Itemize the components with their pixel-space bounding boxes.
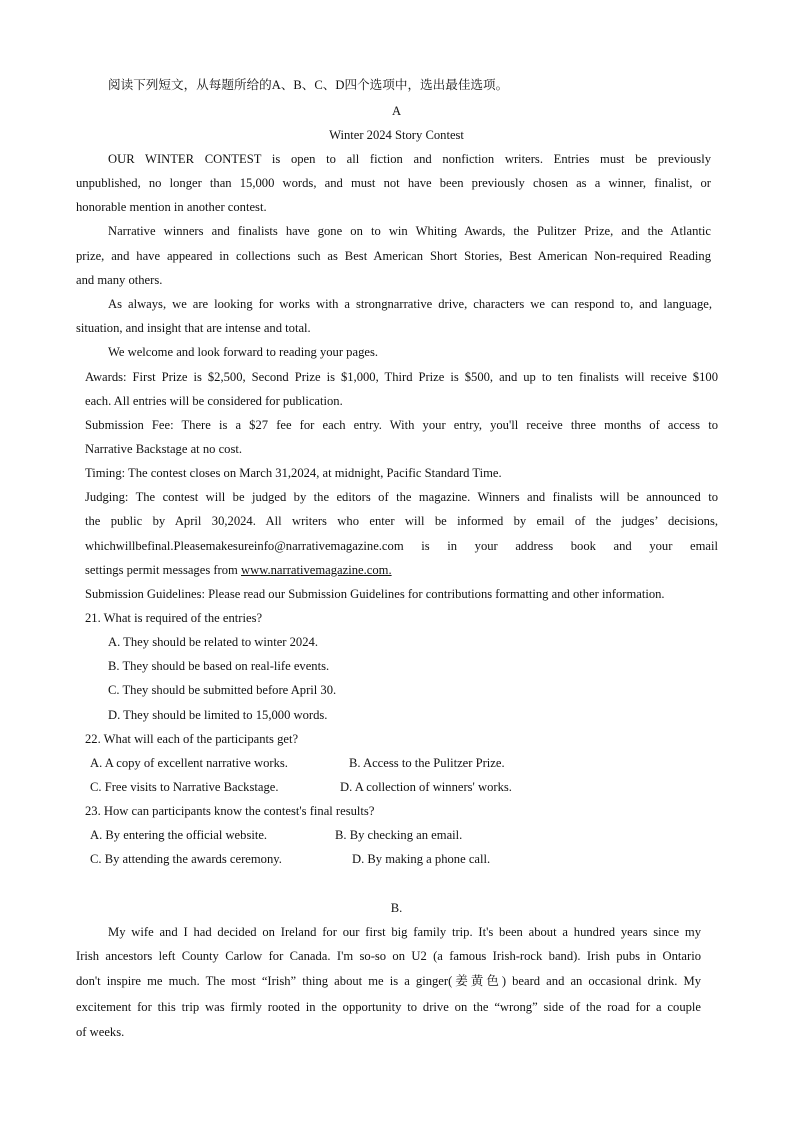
paragraph-line: Irish ancestors left County Carlow for Canada. I'm so-so on U2 (a famous Irish-rock band). Irish pubs in Ontario bbox=[76, 949, 701, 963]
question-21-option-a: A. They should be related to winter 2024. bbox=[108, 635, 318, 649]
question-22-option-a: A. A copy of excellent narrative works. bbox=[90, 756, 288, 770]
instruction: 阅读下列短文，从每题所给的A、B、C、D四个选项中，选出最佳选项。 bbox=[108, 78, 509, 92]
question-23-option-b: B. By checking an email. bbox=[335, 828, 463, 842]
paragraph-line: excitement for this trip was firmly rooted in the opportunity to drive on the “wrong” side of the road for a couple bbox=[76, 1000, 701, 1014]
question-23-stem: 23. How can participants know the contest's final results? bbox=[85, 804, 375, 818]
judging-line: the public by April 30,2024. All writers who enter will be informed by email of the judges’ decisions, bbox=[85, 514, 718, 528]
paragraph-line: and many others. bbox=[76, 273, 163, 287]
question-22-option-b: B. Access to the Pulitzer Prize. bbox=[349, 756, 505, 770]
awards-line: each. All entries will be considered for publication. bbox=[85, 394, 343, 408]
judging-line: whichwillbefinal.Pleasemakesureinfo@narrativemagazine.com is in your address book and your email bbox=[85, 539, 718, 553]
fee-line: Submission Fee: There is a $27 fee for each entry. With your entry, you'll receive three months of access to bbox=[85, 418, 718, 432]
paragraph-line: honorable mention in another contest. bbox=[76, 200, 267, 214]
question-23-option-a: A. By entering the official website. bbox=[90, 828, 268, 842]
paragraph-line: We welcome and look forward to reading your pages. bbox=[108, 345, 379, 359]
paragraph-line: situation, and insight that are intense and total. bbox=[76, 321, 311, 335]
question-22-stem: 22. What will each of the participants get? bbox=[85, 732, 299, 746]
timing-line: Timing: The contest closes on March 31,2024, at midnight, Pacific Standard Time. bbox=[85, 466, 502, 480]
question-23-option-d: D. By making a phone call. bbox=[352, 852, 491, 866]
guidelines-line: Submission Guidelines: Please read our Submission Guidelines for contributions formatting and other information. bbox=[85, 587, 665, 601]
fee-line: Narrative Backstage at no cost. bbox=[85, 442, 243, 456]
question-23-option-c: C. By attending the awards ceremony. bbox=[90, 852, 282, 866]
question-21-option-d: D. They should be limited to 15,000 words. bbox=[108, 708, 328, 722]
question-22-option-c: C. Free visits to Narrative Backstage. bbox=[90, 780, 279, 794]
paragraph-line: don't inspire me much. The most “Irish” thing about me is a ginger(姜黄色) beard and an occasional drink. My bbox=[76, 974, 701, 988]
paragraph-line: My wife and I had decided on Ireland for our first big family trip. It's been about a hundred years since my bbox=[108, 925, 701, 939]
awards-line: Awards: First Prize is $2,500, Second Prize is $1,000, Third Prize is $500, and up to ten finalists will receive $100 bbox=[85, 370, 718, 384]
paragraph-line: prize, and have appeared in collections such as Best American Short Stories, Best American Non-required Reading bbox=[76, 249, 711, 263]
paragraph-line: of weeks. bbox=[76, 1025, 125, 1039]
judging-text: settings permit messages from bbox=[85, 563, 241, 577]
passage-a-letter: A bbox=[391, 104, 402, 118]
question-21-option-b: B. They should be based on real-life events. bbox=[108, 659, 330, 673]
paragraph-line: As always, we are looking for works with a strongnarrative drive, characters we can respond to, and language, bbox=[108, 297, 712, 311]
question-22-option-d: D. A collection of winners' works. bbox=[340, 780, 512, 794]
judging-line: Judging: The contest will be judged by the editors of the magazine. Winners and finalists will be announced to bbox=[85, 490, 718, 504]
paragraph-line: Narrative winners and finalists have gone on to win Whiting Awards, the Pulitzer Prize, and the Atlantic bbox=[108, 224, 711, 238]
question-21-option-c: C. They should be submitted before April 30. bbox=[108, 683, 337, 697]
paragraph-line: OUR WINTER CONTEST is open to all fiction and nonfiction writers. Entries must be previously bbox=[108, 152, 711, 166]
judging-line bbox=[85, 562, 392, 578]
question-21-stem: 21. What is required of the entries? bbox=[85, 611, 263, 625]
paragraph-line: unpublished, no longer than 15,000 words, and must not have been previously chosen as a winner, finalist, or bbox=[76, 176, 711, 190]
website-link[interactable]: www.narrativemagazine.com. bbox=[241, 563, 392, 577]
passage-b-letter: B. bbox=[390, 901, 403, 915]
passage-a-title: Winter 2024 Story Contest bbox=[329, 128, 464, 142]
